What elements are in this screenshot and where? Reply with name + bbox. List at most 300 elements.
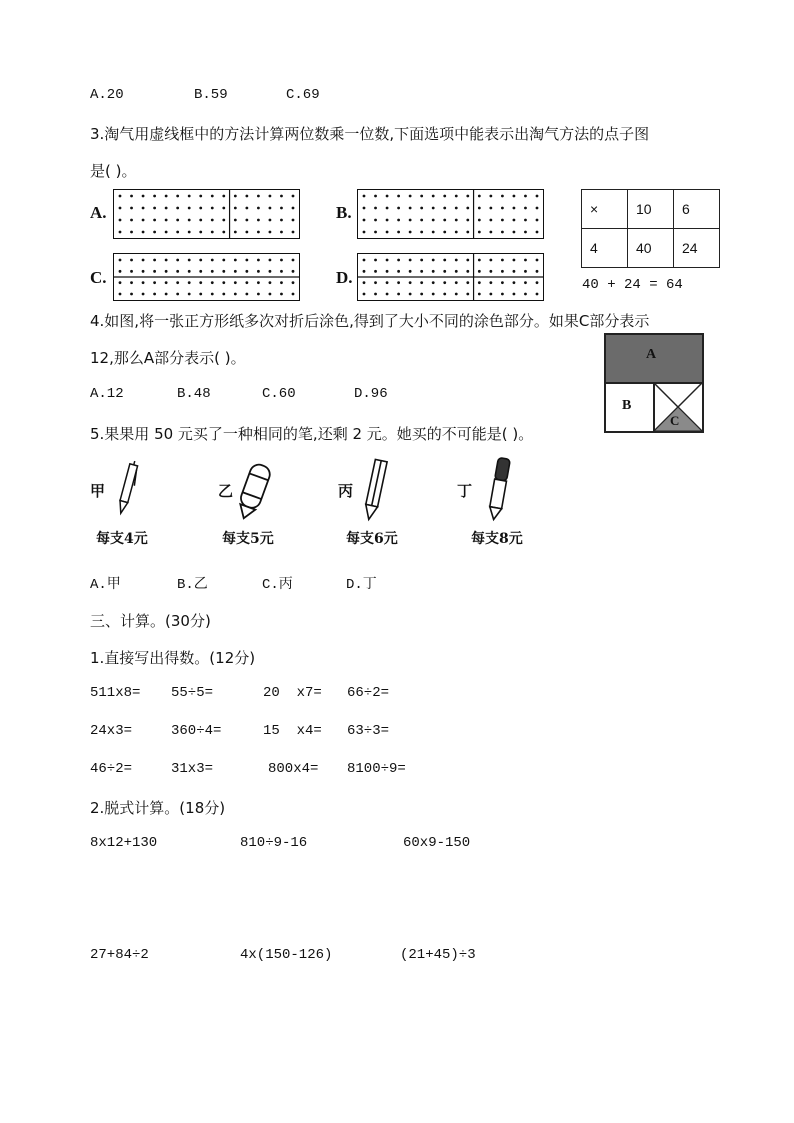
dot [119, 281, 122, 284]
dot [363, 195, 366, 198]
dot [257, 195, 260, 198]
dot [165, 195, 168, 198]
dot [420, 259, 423, 262]
dot [513, 231, 516, 234]
dot [245, 270, 248, 273]
q4-folded-square-figure [604, 333, 704, 433]
grid-cell-6: 6 [674, 190, 720, 229]
dot [280, 281, 283, 284]
dot [153, 270, 156, 273]
dot [234, 195, 237, 198]
dot [199, 231, 202, 234]
dot [222, 207, 225, 210]
dot [257, 293, 260, 296]
q3-option-c-label: C. [90, 268, 107, 287]
dot [142, 231, 145, 234]
dot [153, 281, 156, 284]
dot [513, 293, 516, 296]
mental-r1-c2: 55÷5= [171, 685, 214, 701]
dot [386, 259, 389, 262]
pen-bing-price: 每支6元 [346, 531, 398, 547]
dot [130, 207, 133, 210]
dot [130, 259, 133, 262]
dot [176, 219, 179, 222]
dot [397, 270, 400, 273]
dot [199, 259, 202, 262]
dot [130, 293, 133, 296]
step-r2-c2: 4x(150-126) [240, 947, 333, 963]
section3-part1-title: 1.直接写出得数。(12分) [90, 649, 256, 667]
dot [386, 270, 389, 273]
dot [222, 219, 225, 222]
dot [292, 231, 295, 234]
dot [142, 270, 145, 273]
dot [374, 207, 377, 210]
pen-jia-label: 甲 [90, 484, 106, 500]
q2-option-c: C.69 [286, 87, 320, 103]
q4-option-a: A.12 [90, 386, 124, 402]
q5-question: 5.果果用 50 元买了一种相同的笔,还剩 2 元。她买的不可能是( )。 [90, 425, 534, 443]
section3-title: 三、计算。(30分) [90, 612, 211, 630]
dot [501, 195, 504, 198]
dot [280, 195, 283, 198]
dot [199, 195, 202, 198]
dot [211, 293, 214, 296]
q5-option-c: C.丙 [262, 577, 293, 593]
dot [245, 207, 248, 210]
dot [432, 195, 435, 198]
dot [211, 219, 214, 222]
dot [432, 270, 435, 273]
dot [292, 270, 295, 273]
dot [455, 259, 458, 262]
q5-option-d: D.丁 [346, 577, 377, 593]
dot [245, 293, 248, 296]
dot [524, 207, 527, 210]
dot [432, 259, 435, 262]
dot [269, 259, 272, 262]
dot [466, 195, 469, 198]
dot [466, 219, 469, 222]
grid-cell-10: 10 [628, 190, 674, 229]
dot [165, 293, 168, 296]
dot [443, 281, 446, 284]
dot [455, 293, 458, 296]
dot [501, 207, 504, 210]
dot [269, 207, 272, 210]
dot [211, 195, 214, 198]
dot [245, 231, 248, 234]
dot [269, 195, 272, 198]
dot [188, 293, 191, 296]
mental-r3-c1: 46÷2= [90, 761, 133, 777]
q2-option-b: B.59 [194, 87, 228, 103]
dot [409, 219, 412, 222]
dot [222, 293, 225, 296]
dot [165, 231, 168, 234]
dot [130, 219, 133, 222]
dot [466, 270, 469, 273]
dot [292, 259, 295, 262]
dot [176, 270, 179, 273]
dot [432, 219, 435, 222]
step-r2-c3: (21+45)÷3 [400, 947, 476, 963]
dot [199, 293, 202, 296]
dot [489, 259, 492, 262]
dot [466, 231, 469, 234]
q4-region-a-label: A [646, 347, 657, 362]
dot [222, 259, 225, 262]
dot [222, 281, 225, 284]
dot [188, 281, 191, 284]
dot [501, 219, 504, 222]
dot [176, 259, 179, 262]
dot [432, 281, 435, 284]
dot [386, 219, 389, 222]
dot [501, 270, 504, 273]
dot [269, 270, 272, 273]
mental-r3-c3: 800x4= [268, 761, 319, 777]
dot [153, 195, 156, 198]
pen-ding-price: 每支8元 [471, 531, 523, 547]
dot [536, 293, 539, 296]
dot [211, 281, 214, 284]
dot [188, 219, 191, 222]
dot [420, 231, 423, 234]
q4-region-c-label: C [670, 413, 680, 428]
dot [536, 219, 539, 222]
dot [420, 207, 423, 210]
dot [409, 293, 412, 296]
dot [513, 270, 516, 273]
dot [280, 219, 283, 222]
dot [489, 219, 492, 222]
dot [363, 293, 366, 296]
dot [165, 207, 168, 210]
pen-jia-price: 每支4元 [96, 531, 148, 547]
dot [374, 270, 377, 273]
dot [199, 219, 202, 222]
dot [466, 207, 469, 210]
dot [165, 259, 168, 262]
q3-question-line2: 是( )。 [90, 162, 137, 180]
dot [420, 219, 423, 222]
dot [397, 207, 400, 210]
dot [363, 207, 366, 210]
dot [420, 281, 423, 284]
q3-equation: 40 + 24 = 64 [582, 277, 683, 293]
dot [130, 270, 133, 273]
dot [142, 195, 145, 198]
dot [432, 231, 435, 234]
dot [524, 293, 527, 296]
step-r1-c3: 60x9-150 [403, 835, 471, 851]
dot [153, 207, 156, 210]
dot [211, 207, 214, 210]
dot [119, 195, 122, 198]
dot [489, 195, 492, 198]
dot [153, 293, 156, 296]
ballpoint-pen-icon [484, 454, 514, 524]
step-r1-c2: 810÷9-16 [240, 835, 308, 851]
mental-r1-c3: 20 x7= [263, 685, 322, 701]
dot [420, 270, 423, 273]
dot [234, 281, 237, 284]
dot [513, 219, 516, 222]
dot [188, 195, 191, 198]
dot [374, 219, 377, 222]
dot [397, 259, 400, 262]
dot [409, 281, 412, 284]
dot [199, 270, 202, 273]
dot [142, 259, 145, 262]
mental-r2-c1: 24x3= [90, 723, 133, 739]
dot [524, 195, 527, 198]
mental-r2-c4: 63÷3= [347, 723, 390, 739]
dot [409, 231, 412, 234]
dot [524, 270, 527, 273]
dot [466, 293, 469, 296]
dot [397, 195, 400, 198]
q4-option-c: C.60 [262, 386, 296, 402]
dot [199, 281, 202, 284]
dot [130, 231, 133, 234]
mental-r1-c1: 511x8= [90, 685, 141, 701]
dot [478, 293, 481, 296]
dot [280, 207, 283, 210]
q4-option-b: B.48 [177, 386, 211, 402]
dot [386, 207, 389, 210]
dot [489, 293, 492, 296]
mechanical-pencil-icon [112, 458, 142, 522]
dot [536, 270, 539, 273]
dot [536, 207, 539, 210]
dot [234, 270, 237, 273]
dot [292, 195, 295, 198]
dot [478, 219, 481, 222]
dot [257, 270, 260, 273]
dot [443, 259, 446, 262]
mental-r2-c3: 15 x4= [263, 723, 322, 739]
dot [455, 195, 458, 198]
step-r1-c1: 8x12+130 [90, 835, 158, 851]
dot [245, 259, 248, 262]
dot [257, 219, 260, 222]
dot [374, 195, 377, 198]
dot [211, 231, 214, 234]
dot [363, 219, 366, 222]
dot [536, 231, 539, 234]
dot [292, 293, 295, 296]
step-r2-c1: 27+84÷2 [90, 947, 149, 963]
dot [374, 281, 377, 284]
dot [397, 231, 400, 234]
pen-yi-price: 每支5元 [222, 531, 274, 547]
dot [489, 281, 492, 284]
dot [222, 270, 225, 273]
dot [245, 195, 248, 198]
dot [536, 281, 539, 284]
q3-question-line1: 3.淘气用虚线框中的方法计算两位数乘一位数,下面选项中能表示出淘气方法的点子图 [90, 125, 650, 143]
dot [478, 207, 481, 210]
dot [153, 219, 156, 222]
dot [188, 231, 191, 234]
dot [176, 207, 179, 210]
grid-cell-4: 4 [582, 229, 628, 268]
dot [524, 281, 527, 284]
dot [153, 231, 156, 234]
mental-r3-c2: 31x3= [171, 761, 214, 777]
dot [478, 195, 481, 198]
dot [130, 281, 133, 284]
q3-option-d-label: D. [336, 268, 353, 287]
dot [443, 231, 446, 234]
dot [142, 293, 145, 296]
dot [374, 259, 377, 262]
dot [455, 219, 458, 222]
dot [245, 281, 248, 284]
dot [374, 293, 377, 296]
dot [119, 293, 122, 296]
dot [374, 231, 377, 234]
dot [176, 195, 179, 198]
dot [455, 207, 458, 210]
dot [280, 231, 283, 234]
q3-dot-diagram-c [113, 253, 300, 301]
q3-option-a-label: A. [90, 203, 107, 222]
dot [234, 293, 237, 296]
dot [222, 195, 225, 198]
dot [257, 207, 260, 210]
dot [176, 281, 179, 284]
dot [269, 293, 272, 296]
dot [455, 231, 458, 234]
dot [386, 281, 389, 284]
dot [501, 231, 504, 234]
dot [280, 259, 283, 262]
dot [269, 281, 272, 284]
dot [432, 293, 435, 296]
q3-option-b-label: B. [336, 203, 352, 222]
dot [234, 207, 237, 210]
dot [524, 219, 527, 222]
pencil-icon [360, 456, 390, 524]
dot [188, 259, 191, 262]
dot [501, 259, 504, 262]
dot [478, 281, 481, 284]
grid-cell-40: 40 [628, 229, 674, 268]
dot [119, 231, 122, 234]
dot [142, 207, 145, 210]
dot [397, 281, 400, 284]
dot [363, 231, 366, 234]
dot [420, 293, 423, 296]
dot [363, 281, 366, 284]
dot [478, 259, 481, 262]
dot [269, 231, 272, 234]
dot [176, 231, 179, 234]
dot [165, 219, 168, 222]
dot [211, 259, 214, 262]
dot [489, 270, 492, 273]
q5-option-b: B.乙 [177, 577, 208, 593]
dot [524, 259, 527, 262]
dot [397, 219, 400, 222]
dot [489, 207, 492, 210]
dot [420, 195, 423, 198]
dot [119, 270, 122, 273]
dot [443, 219, 446, 222]
dot [409, 207, 412, 210]
dot [199, 207, 202, 210]
dot [478, 270, 481, 273]
pen-bing-label: 丙 [338, 484, 354, 500]
dot [280, 293, 283, 296]
dot [536, 195, 539, 198]
dot [153, 259, 156, 262]
mental-r2-c2: 360÷4= [171, 723, 222, 739]
dot [443, 207, 446, 210]
dot [409, 270, 412, 273]
grid-cell-24: 24 [674, 229, 720, 268]
q4-question-line1: 4.如图,将一张正方形纸多次对折后涂色,得到了大小不同的涂色部分。如果C部分表示 [90, 312, 650, 330]
mental-r3-c4: 8100÷9= [347, 761, 406, 777]
crayon-icon [232, 456, 276, 524]
dot [501, 293, 504, 296]
dot [513, 207, 516, 210]
dot [455, 270, 458, 273]
dot [292, 281, 295, 284]
grid-cell-times: × [582, 190, 628, 229]
q4-region-b-label: B [622, 398, 632, 413]
dot [397, 293, 400, 296]
dot [280, 270, 283, 273]
dot [234, 219, 237, 222]
dot [142, 219, 145, 222]
dot [119, 207, 122, 210]
dot [455, 281, 458, 284]
dot [130, 195, 133, 198]
dot [292, 207, 295, 210]
dot [142, 281, 145, 284]
dot [513, 195, 516, 198]
dot [386, 195, 389, 198]
dot [501, 281, 504, 284]
dot [188, 207, 191, 210]
dot [432, 207, 435, 210]
dot [211, 270, 214, 273]
q4-question-line2: 12,那么A部分表示( )。 [90, 349, 246, 367]
dot [489, 231, 492, 234]
mental-r1-c4: 66÷2= [347, 685, 390, 701]
q5-option-a: A.甲 [90, 577, 121, 593]
dot [165, 281, 168, 284]
dot [257, 259, 260, 262]
pen-yi-label: 乙 [218, 484, 234, 500]
dot [524, 231, 527, 234]
q2-option-a: A.20 [90, 87, 124, 103]
dot [257, 281, 260, 284]
dot [176, 293, 179, 296]
dot [165, 270, 168, 273]
dot [513, 281, 516, 284]
dot [409, 195, 412, 198]
section3-part2-title: 2.脱式计算。(18分) [90, 799, 226, 817]
dot [466, 259, 469, 262]
q3-multiplication-grid [581, 189, 720, 268]
q3-dot-diagram-d [357, 253, 544, 301]
pen-ding-label: 丁 [457, 484, 473, 500]
